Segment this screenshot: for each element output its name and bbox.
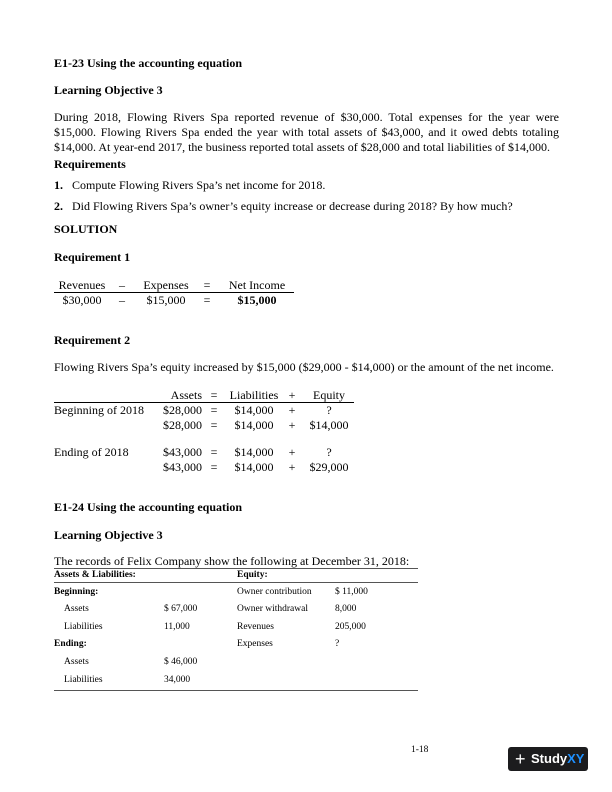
left-row-label: Assets	[64, 604, 89, 614]
solution-heading: SOLUTION	[54, 222, 118, 236]
equity-row-value: $ 11,000	[335, 587, 368, 597]
requirement-number: 1.	[54, 178, 63, 192]
cell-assets: $43,000	[163, 460, 202, 474]
cell-equals: =	[210, 403, 218, 417]
intro-line: During 2018, Flowing Rivers Spa reported revenue of $30,000. Total expenses for the year were	[54, 110, 559, 124]
left-row-label: Liabilities	[64, 675, 103, 685]
cell-net-income: $15,000	[237, 293, 277, 307]
cell-assets: $28,000	[163, 403, 202, 417]
requirement-text: Compute Flowing Rivers Spa’s net income for 2018.	[72, 178, 326, 192]
requirements-heading: Requirements	[54, 157, 126, 171]
cell-equity: $14,000	[309, 418, 349, 432]
cell-equity: ?	[326, 403, 332, 417]
header-net-income: Net Income	[228, 278, 286, 292]
requirement-1-heading: Requirement 1	[54, 250, 131, 264]
left-row-value: 11,000	[164, 622, 190, 632]
equity-row-label: Owner contribution	[237, 587, 312, 597]
cell-plus: +	[288, 418, 296, 432]
requirement-2-text: Flowing Rivers Spa’s equity increased by $15,000 ($29,000 - $14,000) or the amount of the net income.	[54, 360, 554, 374]
cell-minus: –	[119, 293, 125, 307]
cell-liabilities: $14,000	[234, 445, 274, 459]
equity-row-value: 205,000	[335, 622, 366, 632]
header-equity: Equity	[313, 388, 345, 402]
left-row-value: $ 46,000	[164, 657, 198, 667]
header-expenses: Expenses	[143, 278, 189, 292]
exercise-title: E1-24 Using the accounting equation	[54, 500, 243, 514]
logo-wordmark: StudyXY	[531, 751, 585, 766]
header-equals: =	[210, 388, 218, 402]
left-row-label: Liabilities	[64, 622, 103, 632]
cell-liabilities: $14,000	[234, 403, 274, 417]
ending-label: Ending:	[54, 639, 87, 649]
cell-equals: =	[210, 445, 218, 459]
requirement-2-heading: Requirement 2	[54, 333, 131, 347]
intro-line: $14,000. At year-end 2017, the business reported total assets of $28,000 and total liabilities of $14,000.	[54, 140, 551, 154]
cell-assets: $43,000	[163, 445, 202, 459]
cell-plus: +	[288, 445, 296, 459]
learning-objective: Learning Objective 3	[54, 528, 163, 542]
beginning-label: Beginning:	[54, 587, 99, 597]
equity-row-label: Revenues	[237, 622, 274, 632]
cell-equals: =	[210, 460, 218, 474]
row-label: Beginning of 2018	[54, 403, 144, 417]
learning-objective: Learning Objective 3	[54, 83, 163, 97]
exercise-intro	[54, 110, 559, 155]
equity-row-value: ?	[335, 639, 340, 649]
header-plus: +	[288, 388, 296, 402]
table-rule	[54, 690, 418, 691]
cell-equity: ?	[326, 445, 332, 459]
cell-equals: =	[210, 418, 218, 432]
left-row-value: 34,000	[164, 675, 191, 685]
requirement-number: 2.	[54, 199, 63, 213]
cell-revenues: $30,000	[62, 293, 102, 307]
equity-row-label: Expenses	[237, 639, 273, 649]
left-row-value: $ 67,000	[164, 604, 198, 614]
header-revenues: Revenues	[58, 278, 106, 292]
equity-row-label: Owner withdrawal	[237, 604, 308, 614]
cell-plus: +	[288, 403, 296, 417]
cell-equals: =	[203, 293, 211, 307]
header-equals: =	[203, 278, 211, 292]
cell-equity: $29,000	[309, 460, 349, 474]
table-rule	[54, 568, 418, 569]
cell-plus: +	[288, 460, 296, 474]
cell-liabilities: $14,000	[234, 418, 274, 432]
exercise-intro: The records of Felix Company show the following at December 31, 2018:	[54, 554, 410, 568]
equity-row-value: 8,000	[335, 604, 357, 614]
intro-line: $15,000. Flowing Rivers Spa ended the year with total assets of $43,000, and it owed debts totaling	[54, 125, 559, 139]
table-rule	[54, 582, 418, 583]
cell-liabilities: $14,000	[234, 460, 274, 474]
header-minus: –	[119, 278, 125, 292]
header-assets: Assets	[170, 388, 202, 402]
page-number: 1-18	[411, 745, 429, 755]
exercise-title: E1-23 Using the accounting equation	[54, 56, 243, 70]
assets-liabilities-header: Assets & Liabilities:	[54, 570, 136, 580]
left-row-label: Assets	[64, 657, 89, 667]
plus-icon: +	[515, 749, 526, 769]
requirement-text: Did Flowing Rivers Spa’s owner’s equity increase or decrease during 2018? By how much?	[72, 199, 513, 213]
studyxy-logo	[508, 747, 588, 771]
header-liabilities: Liabilities	[229, 388, 279, 402]
row-label: Ending of 2018	[54, 445, 129, 459]
cell-expenses: $15,000	[146, 293, 186, 307]
equity-header: Equity:	[237, 570, 268, 580]
cell-assets: $28,000	[163, 418, 202, 432]
